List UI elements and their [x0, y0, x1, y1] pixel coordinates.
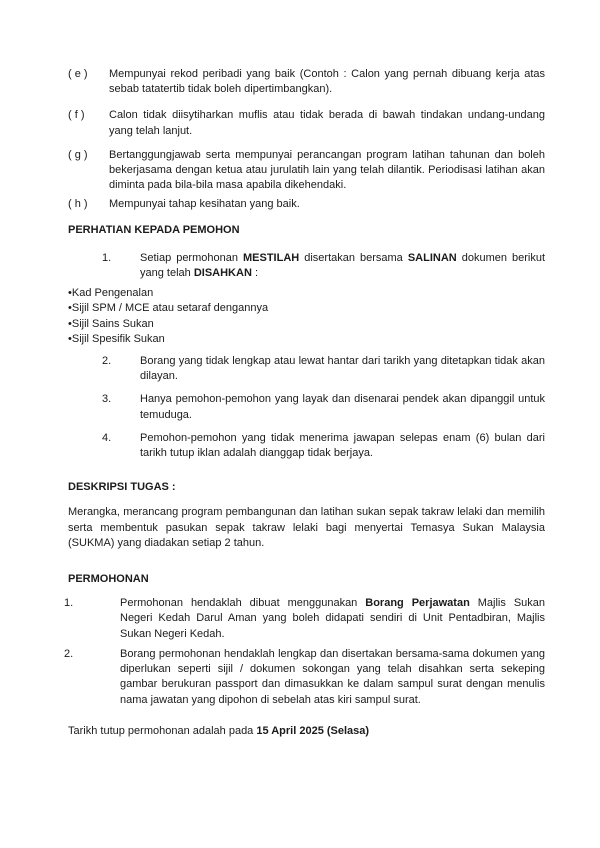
- bullet-item-text: Sijil SPM / MCE atau setaraf dengannya: [71, 302, 269, 315]
- list-item-h: [68, 197, 545, 212]
- bullet-item: [68, 317, 545, 332]
- list-number: 2.: [102, 355, 112, 368]
- deskripsi-paragraph: Merangka, merancang program pembangunan dan latihan sukan sepak takraw lelaki dan memilih serta membentuk pasukan sepak takraw lelaki bagi menyertai Temasya Sukan Malaysia (SUKMA) yang diadakan setiap 2 tahun.: [68, 506, 545, 549]
- list-item-g: [68, 148, 545, 194]
- text-segment: Permohonan hendaklah dibuat menggunakan: [120, 597, 366, 610]
- text-segment-bold: Borang Perjawatan: [365, 597, 470, 610]
- text-segment-bold: MESTILAH: [242, 251, 300, 264]
- list-item-e: [68, 67, 545, 97]
- bullet-marker: •: [68, 332, 72, 345]
- section-perhatian: [68, 223, 545, 462]
- list-item-label: ( f ): [68, 109, 85, 122]
- section-heading-permohonan: PERMOHONAN: [68, 573, 149, 586]
- bullet-item: [68, 332, 545, 347]
- perhatian-item-2: [102, 354, 545, 384]
- bullet-marker: •: [68, 287, 72, 300]
- bullet-item: [68, 286, 545, 301]
- section-permohonan: [64, 572, 546, 708]
- list-item-label: ( e ): [68, 68, 88, 80]
- list-number: 1.: [64, 597, 74, 610]
- text-segment: Majlis Sukan Negeri Kedah Darul Aman yang boleh didapati sendiri di Unit Pentadbiran, Majlis Sukan Negeri Kedah.: [120, 597, 546, 640]
- bullet-marker: •: [68, 302, 72, 315]
- list-number: 1.: [102, 251, 112, 264]
- list-item-label: ( g ): [68, 148, 88, 161]
- section-heading-deskripsi: DESKRIPSI TUGAS :: [68, 481, 176, 494]
- list-number: 3.: [102, 393, 112, 406]
- bullet-item-text: Sijil Spesifik Sukan: [71, 332, 165, 345]
- list-item-f: [68, 108, 545, 138]
- section-heading-perhatian: PERHATIAN KEPADA PEMOHON: [68, 223, 240, 236]
- text-segment: disertakan bersama: [299, 251, 408, 264]
- text-segment-bold: SALINAN: [407, 251, 457, 264]
- list-item-text: Bertanggungjawab serta mempunyai perancangan program latihan tahunan dan boleh bekerjasama dengan ketua atau jurulatih lain yang telah dilantik. Periodisasi latihan akan diminta pada bila-bila masa apabila dikehendaki.: [109, 148, 545, 192]
- list-item-text: Borang yang tidak lengkap atau lewat hantar dari tarikh yang ditetapkan tidak akan dilayan.: [140, 355, 545, 383]
- permohonan-item-2: [64, 647, 545, 708]
- bullet-item-text: Kad Pengenalan: [71, 287, 154, 300]
- list-item-text: [120, 596, 545, 642]
- perhatian-item-1: [102, 251, 545, 281]
- list-item-text: Mempunyai tahap kesihatan yang baik.: [109, 198, 300, 211]
- list-item-text: Calon tidak diisytiharkan muflis atau tidak berada di bawah tindakan undang-undang yang telah lanjut.: [109, 109, 545, 137]
- list-item-text: [140, 251, 545, 281]
- list-item-label: ( h ): [68, 198, 88, 211]
- list-number: 4.: [102, 431, 112, 444]
- closing-date-line: [68, 724, 545, 739]
- list-item-text: Pemohon-pemohon yang tidak menerima jawapan selepas enam (6) bulan dari tarikh tutup iklan adalah dianggap tidak berjaya.: [140, 431, 545, 460]
- eligibility-list: [68, 67, 545, 213]
- list-item-text: Borang permohonan hendaklah lengkap dan disertakan bersama-sama dokumen yang diperlukan seperti sijil / dokumen sokongan yang telah disahkan serta sekeping gambar berukuran passport dan dimasukkan ke dalam sampul surat dengan menulis nama jawatan yang dipohon di sebelah atas kiri sampul surat.: [120, 647, 545, 706]
- perhatian-item-3: [102, 392, 545, 422]
- text-segment-bold: DISAHKAN: [193, 267, 252, 280]
- closing-date: 15 April 2025 (Selasa): [256, 724, 370, 737]
- document-bullet-list: [68, 286, 545, 347]
- bullet-item: [68, 301, 545, 316]
- permohonan-item-1: [64, 596, 545, 642]
- list-number: 2.: [64, 647, 74, 660]
- perhatian-item-4: [102, 431, 545, 461]
- text-segment: Setiap permohonan: [140, 251, 243, 264]
- bullet-item-text: Sijil Sains Sukan: [71, 317, 154, 330]
- bullet-marker: •: [68, 317, 72, 330]
- list-item-text: Hanya pemohon-pemohon yang layak dan disenarai pendek akan dipanggil untuk temuduga.: [140, 393, 545, 421]
- text-segment: dokumen berikut yang telah: [140, 251, 545, 280]
- text-segment: Tarikh tutup permohonan adalah pada: [68, 724, 257, 737]
- list-item-text: Mempunyai rekod peribadi yang baik (Contoh : Calon yang pernah dibuang kerja atas sebab tatatertib tidak boleh dipertimbangkan).: [109, 68, 545, 96]
- section-deskripsi: [68, 480, 545, 551]
- text-segment: :: [251, 267, 259, 280]
